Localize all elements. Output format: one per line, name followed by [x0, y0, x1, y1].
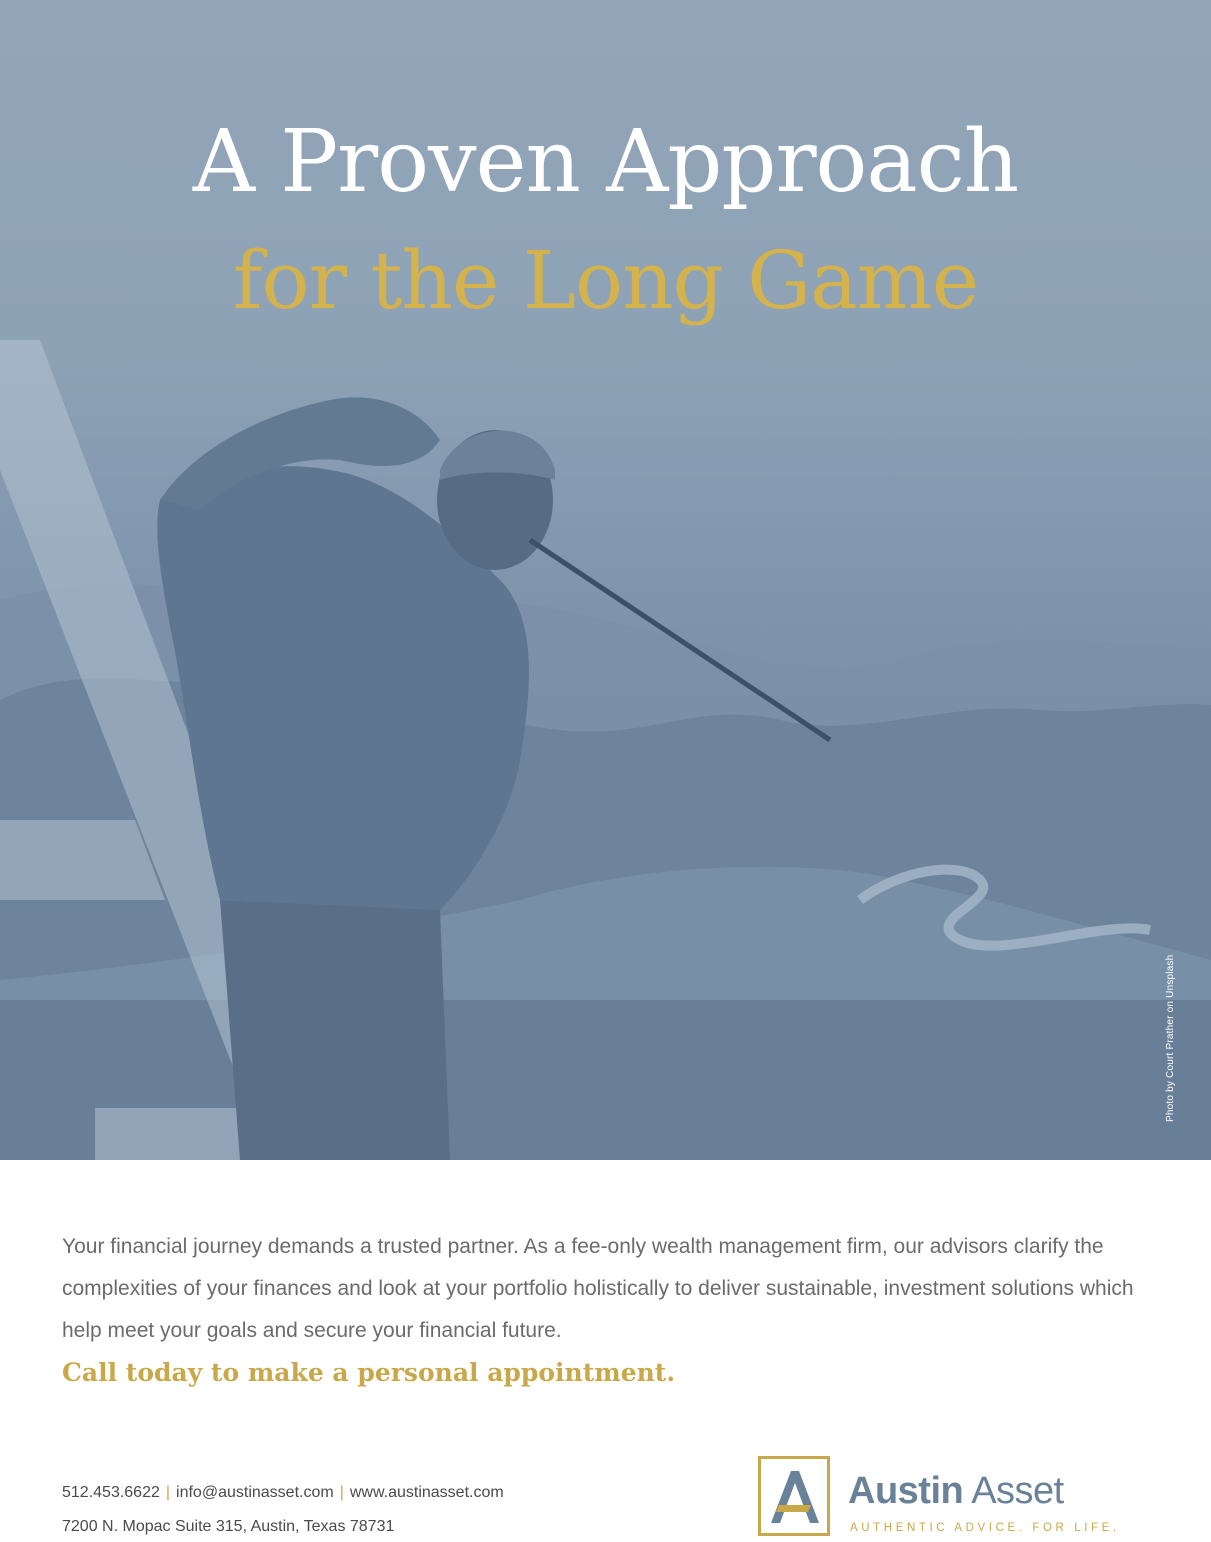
photo-credit: Photo by Court Prather on Unsplash: [1165, 954, 1176, 1122]
street-address: 7200 N. Mopac Suite 315, Austin, Texas 78731: [62, 1518, 395, 1535]
website-link[interactable]: www.austinasset.com: [349, 1484, 504, 1501]
call-to-action: Call today to make a personal appointment.: [62, 1358, 676, 1387]
body-paragraph: Your financial journey demands a trusted partner. As a fee-only wealth management firm, our advisors clarify the complexities of your finances and look at your portfolio holistically to deliver sustainable, investment solutions which help meet your goals and secure your financial future.: [62, 1235, 1134, 1342]
phone-number[interactable]: 512.453.6622: [62, 1484, 160, 1501]
contact-separator: |: [339, 1484, 344, 1501]
austin-asset-logo-icon: [758, 1456, 830, 1536]
brand-name-part2: Asset: [971, 1470, 1064, 1512]
golfer-legs: [220, 900, 450, 1160]
brand-tagline: AUTHENTIC ADVICE. FOR LIFE.: [850, 1522, 1120, 1534]
brand-name-part1: Austin: [848, 1470, 964, 1512]
headline-primary: A Proven Approach: [192, 112, 1019, 212]
contact-separator: |: [165, 1484, 171, 1501]
contact-line: [62, 1484, 504, 1502]
logo-letter-a-icon: [761, 1459, 827, 1533]
headline-secondary: for the Long Game: [232, 234, 979, 327]
brand-name: [848, 1470, 1064, 1513]
email-link[interactable]: info@austinasset.com: [176, 1484, 334, 1501]
